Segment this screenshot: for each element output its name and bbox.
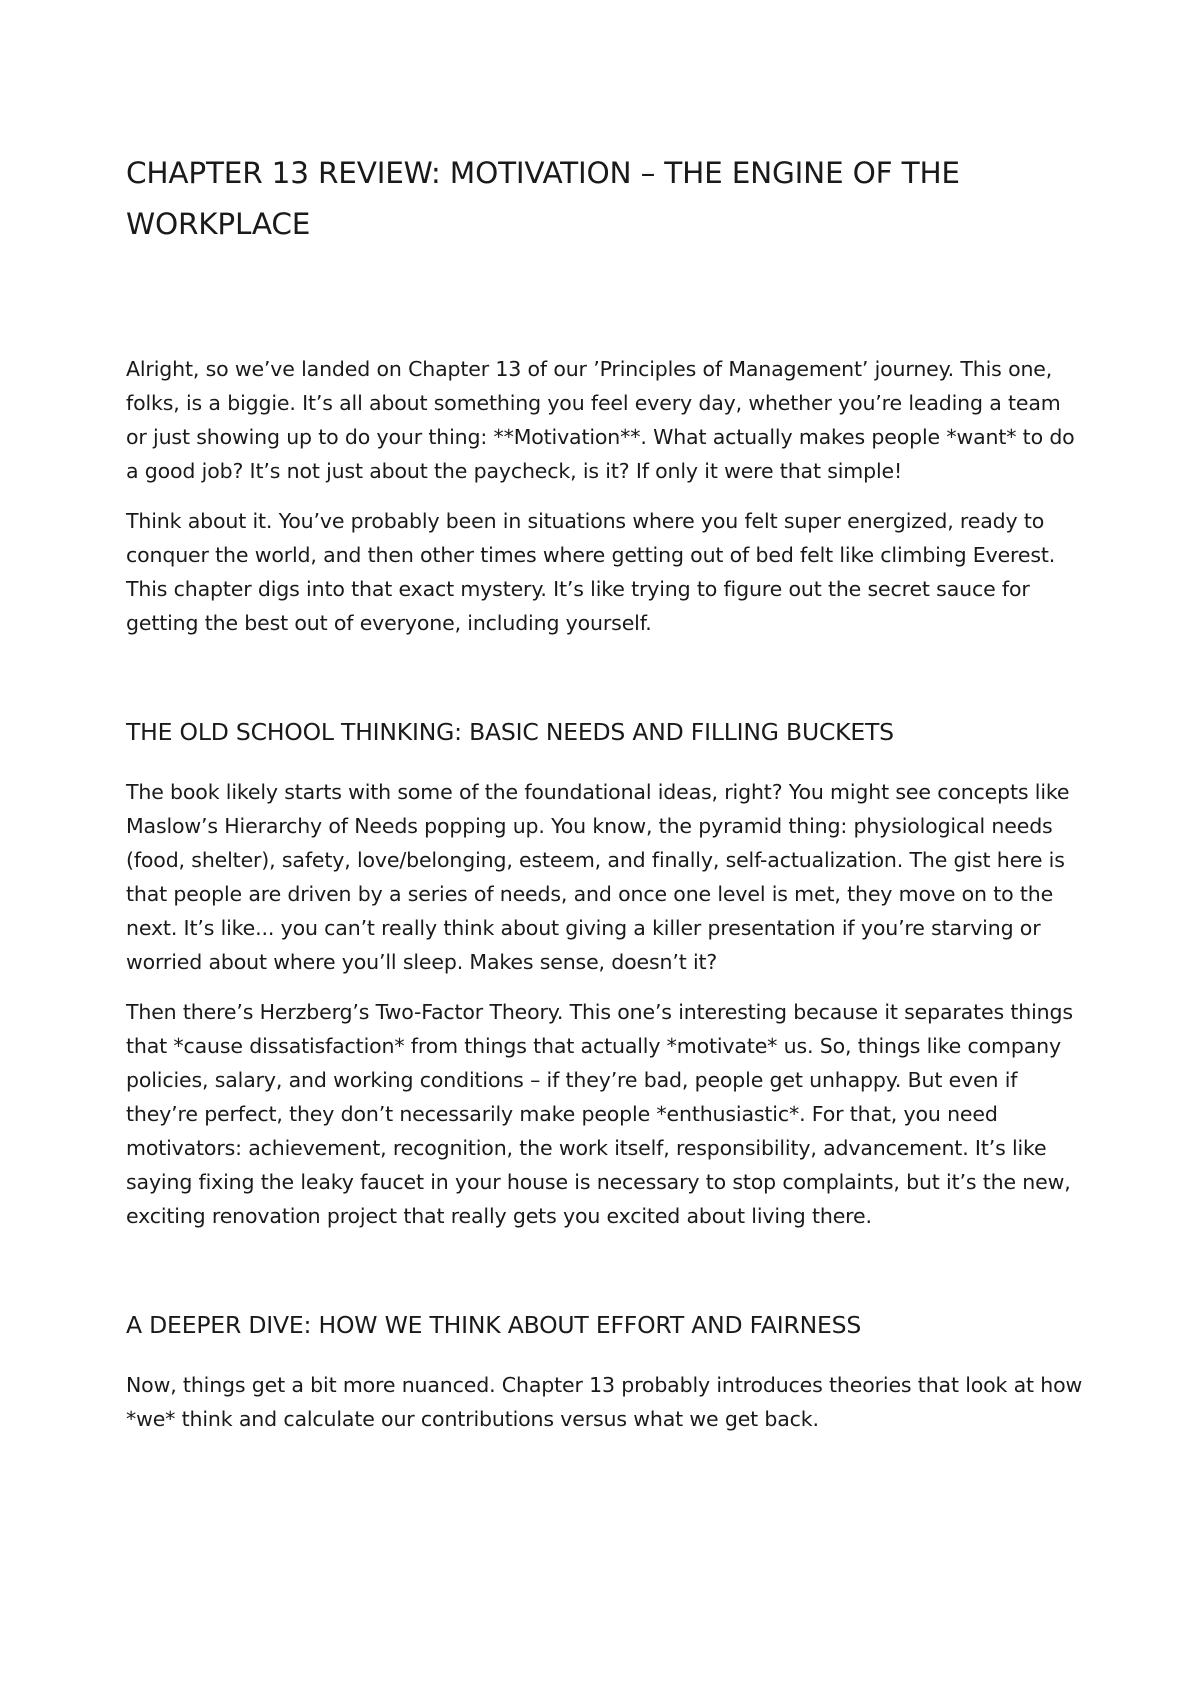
document-page xyxy=(126,148,1084,1452)
intro-section xyxy=(126,352,1084,640)
section-heading: A DEEPER DIVE: HOW WE THINK ABOUT EFFORT AND FAIRNESS xyxy=(126,1311,862,1339)
section-paragraph: The book likely starts with some of the foundational ideas, right? You might see concepts like Maslow’s Hierarchy of Needs popping up. You know, the pyramid thing: physiological needs (food, shelter), safety, love/belonging, esteem, and finally, self-actualization. The gist here is that people are driven by a series of needs, and once one level is met, they move on to the next. It’s like... you can’t really think about giving a killer presentation if you’re starving or worried about where you’ll sleep. Makes sense, doesn’t it? xyxy=(126,780,1070,974)
section-heading: THE OLD SCHOOL THINKING: BASIC NEEDS AND FILLING BUCKETS xyxy=(126,718,894,746)
section-paragraph: Then there’s Herzberg’s Two-Factor Theory. This one’s interesting because it separates things that *cause dissatisfaction* from things that actually *motivate* us. So, things like company policies, salary, and working conditions – if they’re bad, people get unhappy. But even if they’re perfect, they don’t necessarily make people *enthusiastic*. For that, you need motivators: achievement, recognition, the work itself, responsibility, advancement. It’s like saying fixing the leaky faucet in your house is necessary to stop complaints, but it’s the new, exciting renovation project that really gets you excited about living there. xyxy=(126,1000,1073,1228)
intro-paragraph: Alright, so we’ve landed on Chapter 13 of our ’Principles of Management’ journey. This one, folks, is a biggie. It’s all about something you feel every day, whether you’re leading a team or just showing up to do your thing: **Motivation**. What actually makes people *want* to do a good job? It’s not just about the paycheck, is it? If only it were that simple! xyxy=(126,357,1075,483)
intro-paragraph: Think about it. You’ve probably been in situations where you felt super energized, ready to conquer the world, and then other times where getting out of bed felt like climbing Everest. This chapter digs into that exact mystery. It’s like trying to figure out the secret sauce for getting the best out of everyone, including yourself. xyxy=(126,509,1056,635)
section-deeper-dive xyxy=(126,1308,1084,1436)
section-old-school-thinking xyxy=(126,715,1084,1233)
section-paragraph: Now, things get a bit more nuanced. Chapter 13 probably introduces theories that look at how *we* think and calculate our contributions versus what we get back. xyxy=(126,1373,1083,1431)
page-title: CHAPTER 13 REVIEW: MOTIVATION – THE ENGINE OF THE WORKPLACE xyxy=(126,156,960,241)
